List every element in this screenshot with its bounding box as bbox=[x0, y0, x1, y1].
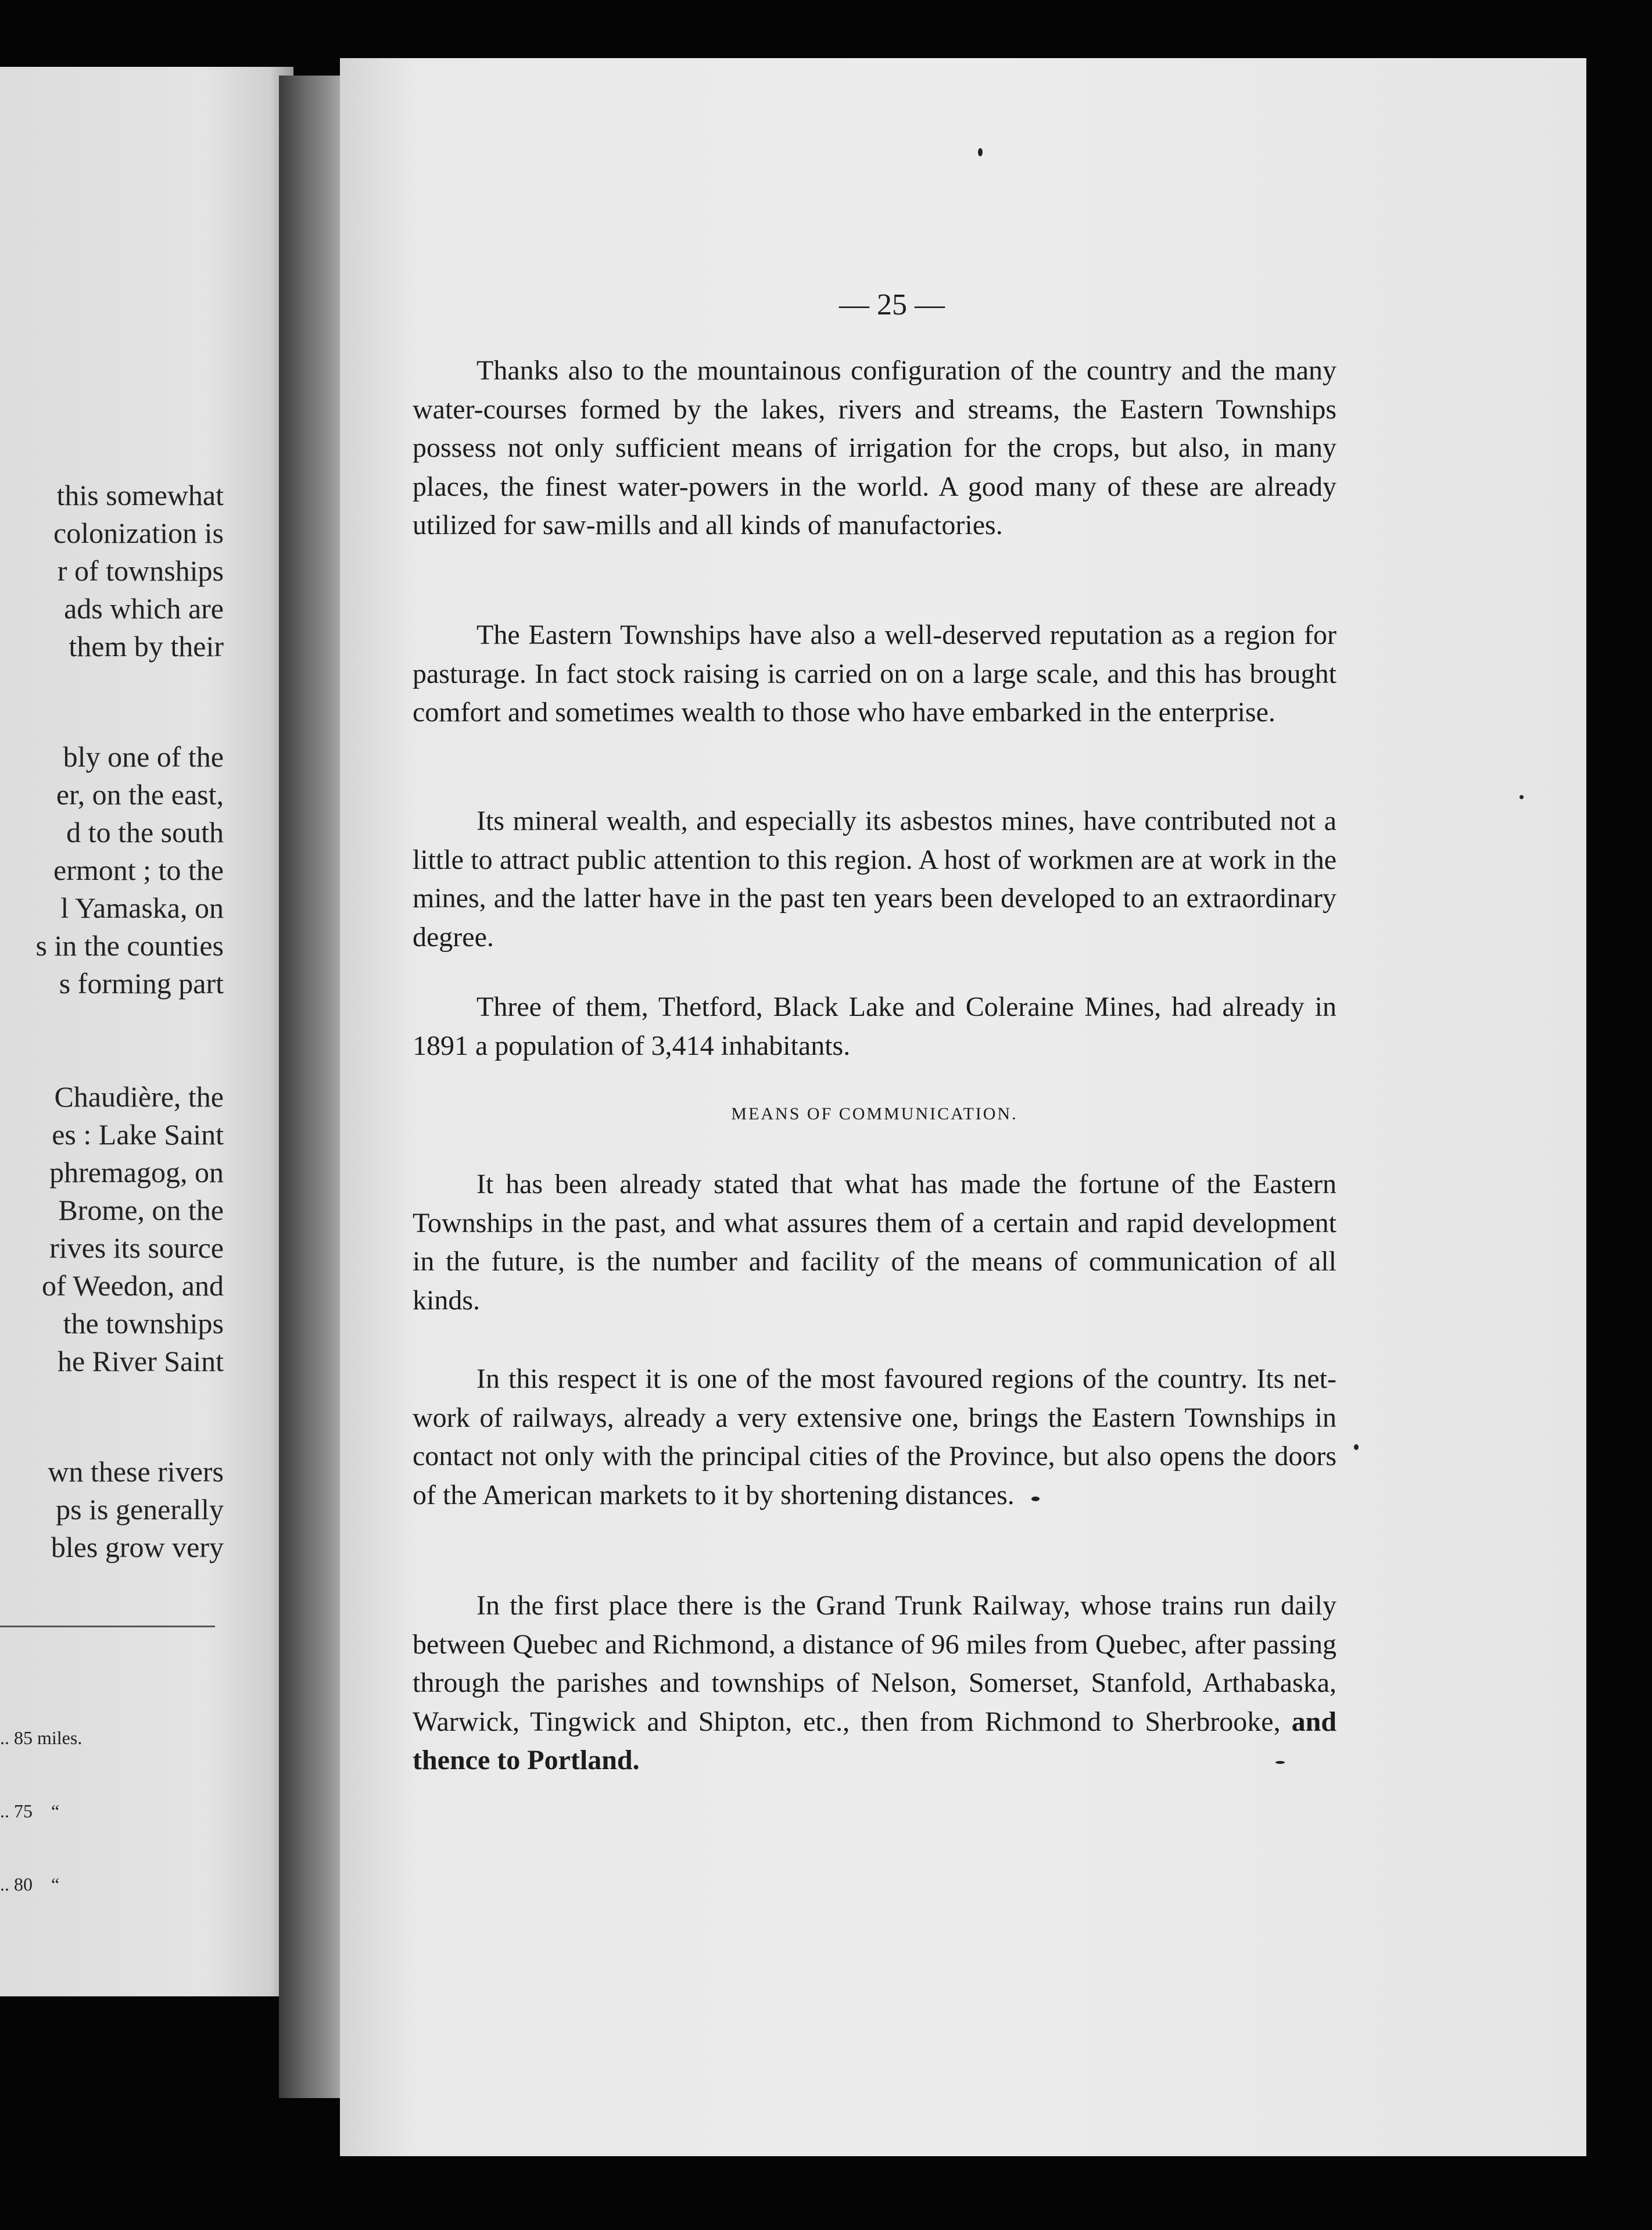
paragraph-pasturage: The Eastern Townships have also a well-deserved reputation as a region for pasturage. In fact stock raising is carried on on a large scale, and this has brought comfort and sometimes wealth to those who have embarked in the enterprise. bbox=[413, 620, 1336, 728]
left-line: bles grow very bbox=[51, 1531, 224, 1563]
left-line: this somewhat bbox=[56, 479, 224, 511]
left-line: Brome, on the bbox=[58, 1194, 224, 1226]
left-line: es : Lake Saint bbox=[52, 1118, 224, 1151]
previous-page bbox=[0, 67, 293, 1996]
left-line: rives its source bbox=[49, 1232, 224, 1264]
book-gutter bbox=[279, 76, 349, 2098]
left-line: ps is generally bbox=[56, 1493, 224, 1526]
grand-trunk-text: In the first place there is the Grand Trunk Railway, whose trains run daily between Quebec and Richmond, a distance of 96 miles from Quebec, after passing through the parishes and townships of Nelson, Somerset, Stanfold, Arthabaska, Warwick, Tingwick and Shipton, etc., then from Richmond to Sherbrooke, bbox=[413, 1590, 1336, 1737]
left-line: s in the counties bbox=[35, 929, 224, 962]
left-line: of Weedon, and bbox=[41, 1269, 224, 1302]
left-line: phremagog, on bbox=[49, 1156, 224, 1189]
distance-table bbox=[0, 1677, 82, 1945]
print-speck bbox=[978, 148, 983, 156]
print-speck bbox=[1031, 1497, 1040, 1501]
paragraph-grand-trunk bbox=[413, 1587, 1336, 1780]
grand-trunk-ending: and thence to Portland. bbox=[413, 1706, 1337, 1776]
page-number: — 25 — bbox=[839, 288, 945, 321]
left-divider-rule bbox=[0, 1626, 215, 1627]
distance-row: .. 85 miles. bbox=[0, 1727, 83, 1748]
left-line: l Yamaska, on bbox=[60, 892, 224, 924]
distance-row: .. 75 “ bbox=[0, 1801, 60, 1821]
print-speck bbox=[1520, 795, 1524, 799]
left-line: colonization is bbox=[53, 517, 224, 549]
left-line: bly one of the bbox=[63, 740, 224, 773]
left-line: he River Saint bbox=[57, 1345, 224, 1377]
print-speck bbox=[1354, 1444, 1359, 1450]
left-line: them by their bbox=[69, 630, 224, 663]
paragraph-irrigation: Thanks also to the mountainous configuration of the country and the many water-courses formed by the lakes, rivers and streams, the Eastern Townships possess not only sufficient means of irrigation for the crops, but also, in many places, the finest water-powers in the world. A good many of these are already utilized for saw-mills and all kinds of manufactories. bbox=[413, 355, 1336, 541]
left-line: ads which are bbox=[64, 592, 224, 625]
paragraph-mines-population: Three of them, Thetford, Black Lake and Coleraine Mines, had already in 1891 a population of 3,414 inhabitants. bbox=[413, 991, 1336, 1061]
left-line: r of townships bbox=[57, 554, 224, 587]
left-line: s forming part bbox=[59, 967, 224, 1000]
section-heading: MEANS OF COMMUNICATION. bbox=[731, 1104, 1018, 1123]
paragraph-mineral-wealth: Its mineral wealth, and especially its asbestos mines, have contributed not a little to attract public attention to this region. A host of workmen are at work in the mines, and the latter have in the past ten years been developed to an extraordinary degree. bbox=[413, 806, 1336, 953]
distance-row: .. 80 “ bbox=[0, 1874, 60, 1895]
left-line: ermont ; to the bbox=[53, 854, 224, 886]
paragraph-railway-network: In this respect it is one of the most favoured regions of the country. Its net-work of railways, already a very extensive one, brings the Eastern Townships in contact not only with the principal cities of the Province, but also opens the doors of the American markets to it by shortening distances. bbox=[413, 1363, 1336, 1510]
paragraph-communication: It has been already stated that what has made the fortune of the Eastern Townships in the past, and what assures them of a certain and rapid development in the future, is the number and facility of the means of communication of all kinds. bbox=[413, 1169, 1336, 1316]
left-line: er, on the east, bbox=[56, 778, 224, 811]
current-page bbox=[340, 58, 1586, 2156]
left-line: wn these rivers bbox=[48, 1455, 224, 1488]
print-speck bbox=[1275, 1761, 1285, 1764]
left-line: Chaudière, the bbox=[54, 1080, 224, 1113]
left-line: the townships bbox=[63, 1307, 224, 1340]
left-line: d to the south bbox=[66, 816, 224, 849]
